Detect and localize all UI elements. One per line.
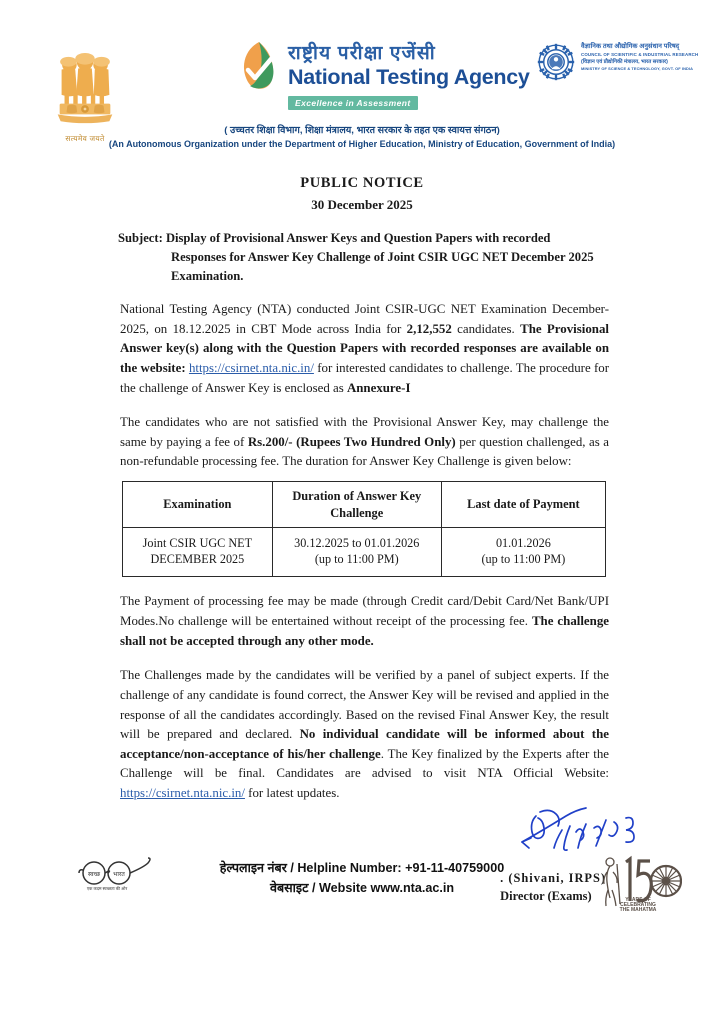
document-header	[0, 0, 724, 160]
challenge-fee-amount: Rs.200/- (Rupees Two Hundred Only)	[247, 434, 456, 449]
nta-hindi-name: राष्ट्रीय परीक्षा एजेंसी	[288, 42, 436, 64]
organization-subtitle	[0, 124, 724, 152]
website-address: वेबसाइट / Website www.nta.ac.in	[269, 881, 455, 896]
table-header-last-date: Last date of Payment	[441, 482, 605, 528]
nta-tagline: Excellence in Assessment	[288, 96, 418, 110]
p4-segment-2: . The Key finalized by the Experts after the Challenge will be final. Candidates are advised to visit NTA Official Website:	[120, 746, 609, 781]
gandhi-logo-line-1: YEARS OF	[625, 897, 651, 903]
gandhi-logo-line-2: CELEBRATING	[620, 902, 656, 908]
gandhi-logo-line-3: THE MAHATMA	[619, 907, 657, 912]
table-header-row	[123, 482, 606, 528]
p1-segment-4: for interested candidates to challenge. The procedure for the challenge of Answer Key is enclosed as	[120, 360, 610, 395]
cell-examination: Joint CSIR UGC NET DECEMBER 2025	[123, 528, 273, 577]
organization-subtitle-hindi: ( उच्चतर शिक्षा विभाग, शिक्षा मंत्रालय, भारत सरकार के तहत एक स्वायत्त संगठन)	[224, 125, 500, 136]
p1-segment-2: candidates.	[451, 321, 521, 336]
p1-bold-1: The Provisional Answer key(s) along with the Question Papers with recorded responses are available on the website	[120, 321, 609, 375]
annexure-reference: Annexure-I	[346, 380, 411, 395]
p2-segment-1: The candidates who are not satisfied with the Provisional Answer Key, may challenge the same by paying a fee of	[120, 415, 609, 449]
answer-key-schedule-table	[122, 481, 606, 577]
csir-hindi-name: वैज्ञानिक तथा औद्योगिक अनुसंधान परिषद्	[581, 43, 680, 50]
p4-segment-1: The Challenges made by the candidates will be verified by a panel of subject experts. If the challenge of any candidate is found correct, the Answer Key will be revised and applied in the response of all the candidates accordingly. Based on the revised Final Answer Key, the result will be prepared and declared.	[120, 668, 609, 742]
svg-text:एक कदम स्वच्छता की ओर: एक कदम स्वच्छता की ओर	[86, 886, 128, 891]
csir-gear-wheel-icon	[536, 42, 576, 82]
cell-duration-line-1: 30.12.2025 to 01.01.2026	[294, 536, 420, 551]
p2-segment-2: per question challenged, as a non-refundable processing fee. The duration for Answer Key Challenge is given below:	[120, 434, 609, 469]
nta-logo-block	[238, 40, 530, 111]
subject-label: Subject:	[118, 231, 163, 246]
csir-ministry-hindi: (विज्ञान एवं प्रौद्योगिकी मंत्रालय, भारत सरकार)	[581, 58, 668, 65]
paragraph-3	[120, 592, 609, 651]
helpline-number: हेल्पलाइन नंबर / Helpline Number: +91-11-40759000	[219, 861, 505, 875]
subject-line-3: Examination.	[171, 268, 244, 283]
csirnet-website-link-2[interactable]: https://csirnet.nta.nic.in/	[120, 785, 245, 800]
p4-segment-3: for latest updates.	[244, 785, 340, 800]
document-body	[0, 300, 724, 472]
emblem-motto: सत्यमेव जयते	[65, 134, 105, 143]
p1-segment-1: National Testing Agency (NTA) conducted Joint CSIR-UGC NET Examination December-2025, on 18.12.2025 in CBT Mode across India for	[120, 302, 609, 336]
svg-text:स्वच्छ: स्वच्छ	[87, 872, 101, 878]
ashoka-lion-capital-icon	[46, 47, 124, 133]
organization-subtitle-english: (An Autonomous Organization under the Department of Higher Education, Ministry of Education, Government of India)	[108, 139, 616, 150]
cell-duration-line-2: (up to 11:00 PM)	[314, 552, 399, 567]
document-footer	[0, 850, 724, 930]
subject-line-2: Responses for Answer Key Challenge of Joint CSIR UGC NET December 2025	[171, 249, 594, 264]
notice-date: 30 December 2025	[311, 197, 413, 213]
page-title: PUBLIC NOTICE	[300, 175, 424, 191]
svg-text:भारत: भारत	[113, 872, 125, 878]
paragraph-4	[120, 666, 609, 803]
answer-key-schedule-table-wrap	[0, 481, 724, 577]
cell-last-date-line-1: 01.01.2026	[495, 536, 551, 551]
csir-ministry-english: MINISTRY OF SCIENCE & TECHNOLOGY, GOVT. OF INDIA	[581, 66, 694, 72]
p3-bold-notice: The challenge shall not be accepted through any other mode.	[120, 614, 609, 648]
150-years-mahatma-gandhi-icon	[598, 850, 682, 912]
p3-segment-1: The Payment of processing fee may be made (through Credit card/Debit Card/Net Bank/UPI Modes.No challenge will be entertained without receipt of the processing fee.	[120, 594, 609, 629]
table-header-duration: Duration of Answer Key Challenge	[272, 482, 441, 528]
paragraph-2	[120, 413, 609, 472]
signatory-designation: Director (Exams)	[500, 888, 592, 903]
signatory-name: . (Shivani, IRPS)	[500, 870, 606, 885]
table-row	[123, 528, 606, 577]
document-body-continued	[0, 592, 724, 803]
subject-line-1: Display of Provisional Answer Keys and Question Papers with recorded	[165, 231, 551, 246]
nta-leaf-checkmark-icon	[238, 40, 280, 92]
paragraph-1	[120, 300, 609, 398]
csirnet-website-link-1[interactable]: https://csirnet.nta.nic.in/	[188, 360, 314, 375]
p1-segment-3: :	[181, 360, 189, 375]
candidate-count: 2,12,552	[406, 321, 452, 336]
nta-english-name: National Testing Agency	[288, 64, 530, 89]
subject-block	[0, 229, 724, 285]
cell-last-date	[441, 528, 605, 577]
csir-english-name: COUNCIL OF SCIENTIFIC & INDUSTRIAL RESEARCH	[581, 51, 699, 57]
notice-heading-block	[0, 172, 724, 216]
cell-last-date-line-2: (up to 11:00 PM)	[481, 552, 566, 567]
table-header-examination: Examination	[123, 482, 273, 528]
p4-bold-notice: No individual candidate will be informed about the acceptance/non-acceptance of his/her challenge	[120, 727, 609, 761]
csir-logo-block	[536, 42, 702, 82]
cell-duration	[272, 528, 441, 577]
